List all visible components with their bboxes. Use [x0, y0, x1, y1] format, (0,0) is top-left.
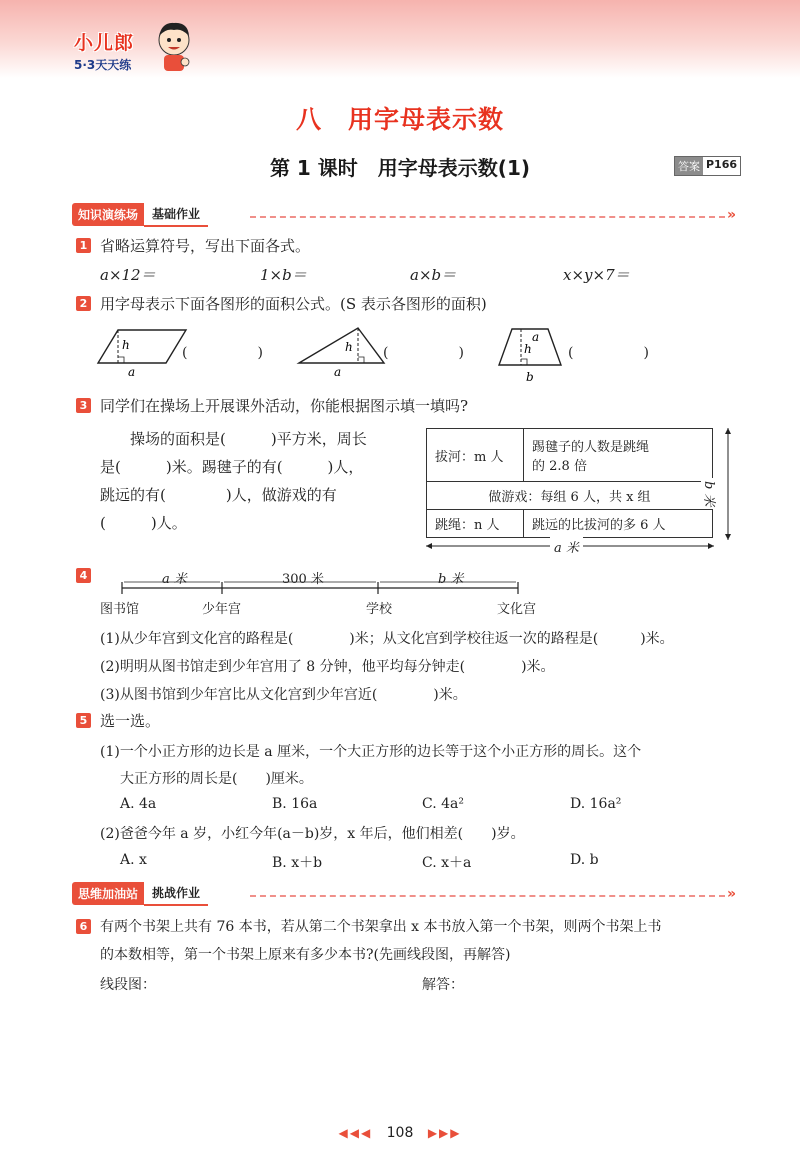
q3-line: ( )人。 — [100, 514, 187, 532]
option: B. 16a — [272, 796, 318, 812]
option: C. 4a² — [422, 796, 464, 812]
table-cell: 拔河：m 人 — [427, 429, 524, 482]
chapter-title: 八 用字母表示数 — [295, 105, 504, 134]
section-tag: 知识演练场 — [72, 203, 144, 226]
section-divider — [250, 216, 725, 218]
height-label: b 米 — [701, 478, 720, 509]
answer-blank: ( ) — [568, 345, 649, 361]
segment-label: a 米 — [162, 572, 187, 587]
answer-blank: ( ) — [383, 345, 464, 361]
width-label: a 米 — [550, 537, 583, 556]
section-header-challenge — [72, 882, 208, 904]
q1-item: 1×b＝ — [260, 266, 307, 284]
table-cell: 做游戏：每组 6 人，共 x 组 — [427, 482, 713, 510]
label-h: h — [345, 340, 353, 354]
q1-item: a×b＝ — [410, 266, 457, 284]
option: D. b — [570, 852, 599, 868]
q5-s1-line: 大正方形的周长是( )厘米。 — [120, 771, 313, 787]
option: D. 16a² — [570, 796, 622, 812]
q4-sub: (1)从少年宫到文化宫的路程是( )米；从文化宫到学校往返一次的路程是( )米。 — [100, 631, 674, 647]
q5-s2-line: (2)爸爸今年 a 岁，小红今年(a－b)岁，x 年后，他们相差( )岁。 — [100, 826, 525, 842]
double-arrow-icon: » — [727, 886, 737, 902]
q2-text: 用字母表示下面各图形的面积公式。(S 表示各图形的面积) — [100, 295, 487, 313]
answer-label: 解答： — [422, 977, 464, 993]
lesson-title: 第 1 课时 用字母表示数(1) — [269, 156, 531, 180]
section-header-basic — [72, 203, 208, 225]
option: B. x＋b — [272, 855, 323, 871]
answer-reference — [674, 156, 741, 176]
label-h: h — [122, 338, 130, 352]
table-cell: 跳远的比拔河的多 6 人 — [524, 510, 713, 538]
brand-series: 5·3天天练 — [74, 58, 132, 72]
triangle-figure — [296, 325, 390, 377]
q1-item: x×y×7＝ — [563, 266, 630, 284]
label-b: b — [526, 370, 534, 384]
question-number: 4 — [76, 568, 91, 583]
section-name: 挑战作业 — [144, 881, 208, 906]
question-number: 1 — [76, 238, 91, 253]
segment-label: b 米 — [438, 572, 464, 587]
diagram-label: 线段图： — [100, 977, 156, 993]
question-number: 2 — [76, 296, 91, 311]
label-a: a — [532, 330, 540, 344]
table-cell: 踢毽子的人数是跳绳 的 2.8 倍 — [524, 429, 713, 482]
place-label: 学校 — [366, 602, 393, 617]
section-name: 基础作业 — [144, 202, 208, 227]
section-divider — [250, 895, 725, 897]
trapezoid-figure — [496, 323, 566, 385]
section-tag: 思维加油站 — [72, 882, 144, 905]
answer-page: P166 — [706, 158, 738, 171]
q3-line: 跳远的有( )人，做游戏的有 — [100, 486, 337, 504]
q1-item: a×12＝ — [100, 266, 156, 284]
option: C. x＋a — [422, 855, 472, 871]
page-number: 108 — [386, 1125, 414, 1141]
q6-line: 有两个书架上共有 76 本书，若从第二个书架拿出 x 本书放入第一个书架，则两个书架上书 — [100, 919, 662, 935]
answer-label: 答案 — [675, 157, 703, 175]
option: A. x — [120, 852, 147, 868]
mascot-boy-icon — [152, 18, 196, 74]
q3-text: 同学们在操场上开展课外活动，你能根据图示填一填吗? — [100, 397, 469, 415]
q4-sub: (2)明明从图书馆走到少年宫用了 8 分钟，他平均每分钟走( )米。 — [100, 659, 555, 675]
place-label: 文化宫 — [497, 602, 537, 617]
question-number: 3 — [76, 398, 91, 413]
right-arrows-icon: ▶▶▶ — [427, 1126, 462, 1140]
place-label: 图书馆 — [100, 602, 140, 617]
q5-text: 选一选。 — [100, 712, 161, 730]
label-a: a — [334, 365, 342, 377]
question-number: 5 — [76, 713, 91, 728]
label-h: h — [524, 342, 532, 356]
brand-name: 小儿郎 — [74, 32, 135, 54]
option: A. 4a — [120, 796, 157, 812]
brand-logo — [74, 28, 134, 73]
left-arrows-icon: ◀◀◀ — [338, 1126, 373, 1140]
parallelogram-figure — [96, 325, 192, 377]
q3-line: 操场的面积是( )平方米，周长 — [130, 430, 367, 448]
page-footer — [0, 1125, 800, 1141]
q4-sub: (3)从图书馆到少年宫比从文化宫到少年宫近( )米。 — [100, 687, 467, 703]
double-arrow-icon: » — [727, 207, 737, 223]
question-number: 6 — [76, 919, 91, 934]
answer-blank: ( ) — [182, 345, 263, 361]
segment-label: 300 米 — [282, 572, 324, 587]
q3-line: 是( )米。踢毽子的有( )人， — [100, 458, 364, 476]
place-label: 少年宫 — [202, 602, 242, 617]
q1-text: 省略运算符号，写出下面各式。 — [100, 237, 311, 255]
q6-line: 的本数相等，第一个书架上原来有多少本书?(先画线段图，再解答) — [100, 947, 511, 963]
q5-s1-line: (1)一个小正方形的边长是 a 厘米，一个大正方形的边长等于这个小正方形的周长。这个 — [100, 744, 642, 760]
table-cell: 跳绳：n 人 — [427, 510, 524, 538]
label-a: a — [128, 365, 136, 377]
